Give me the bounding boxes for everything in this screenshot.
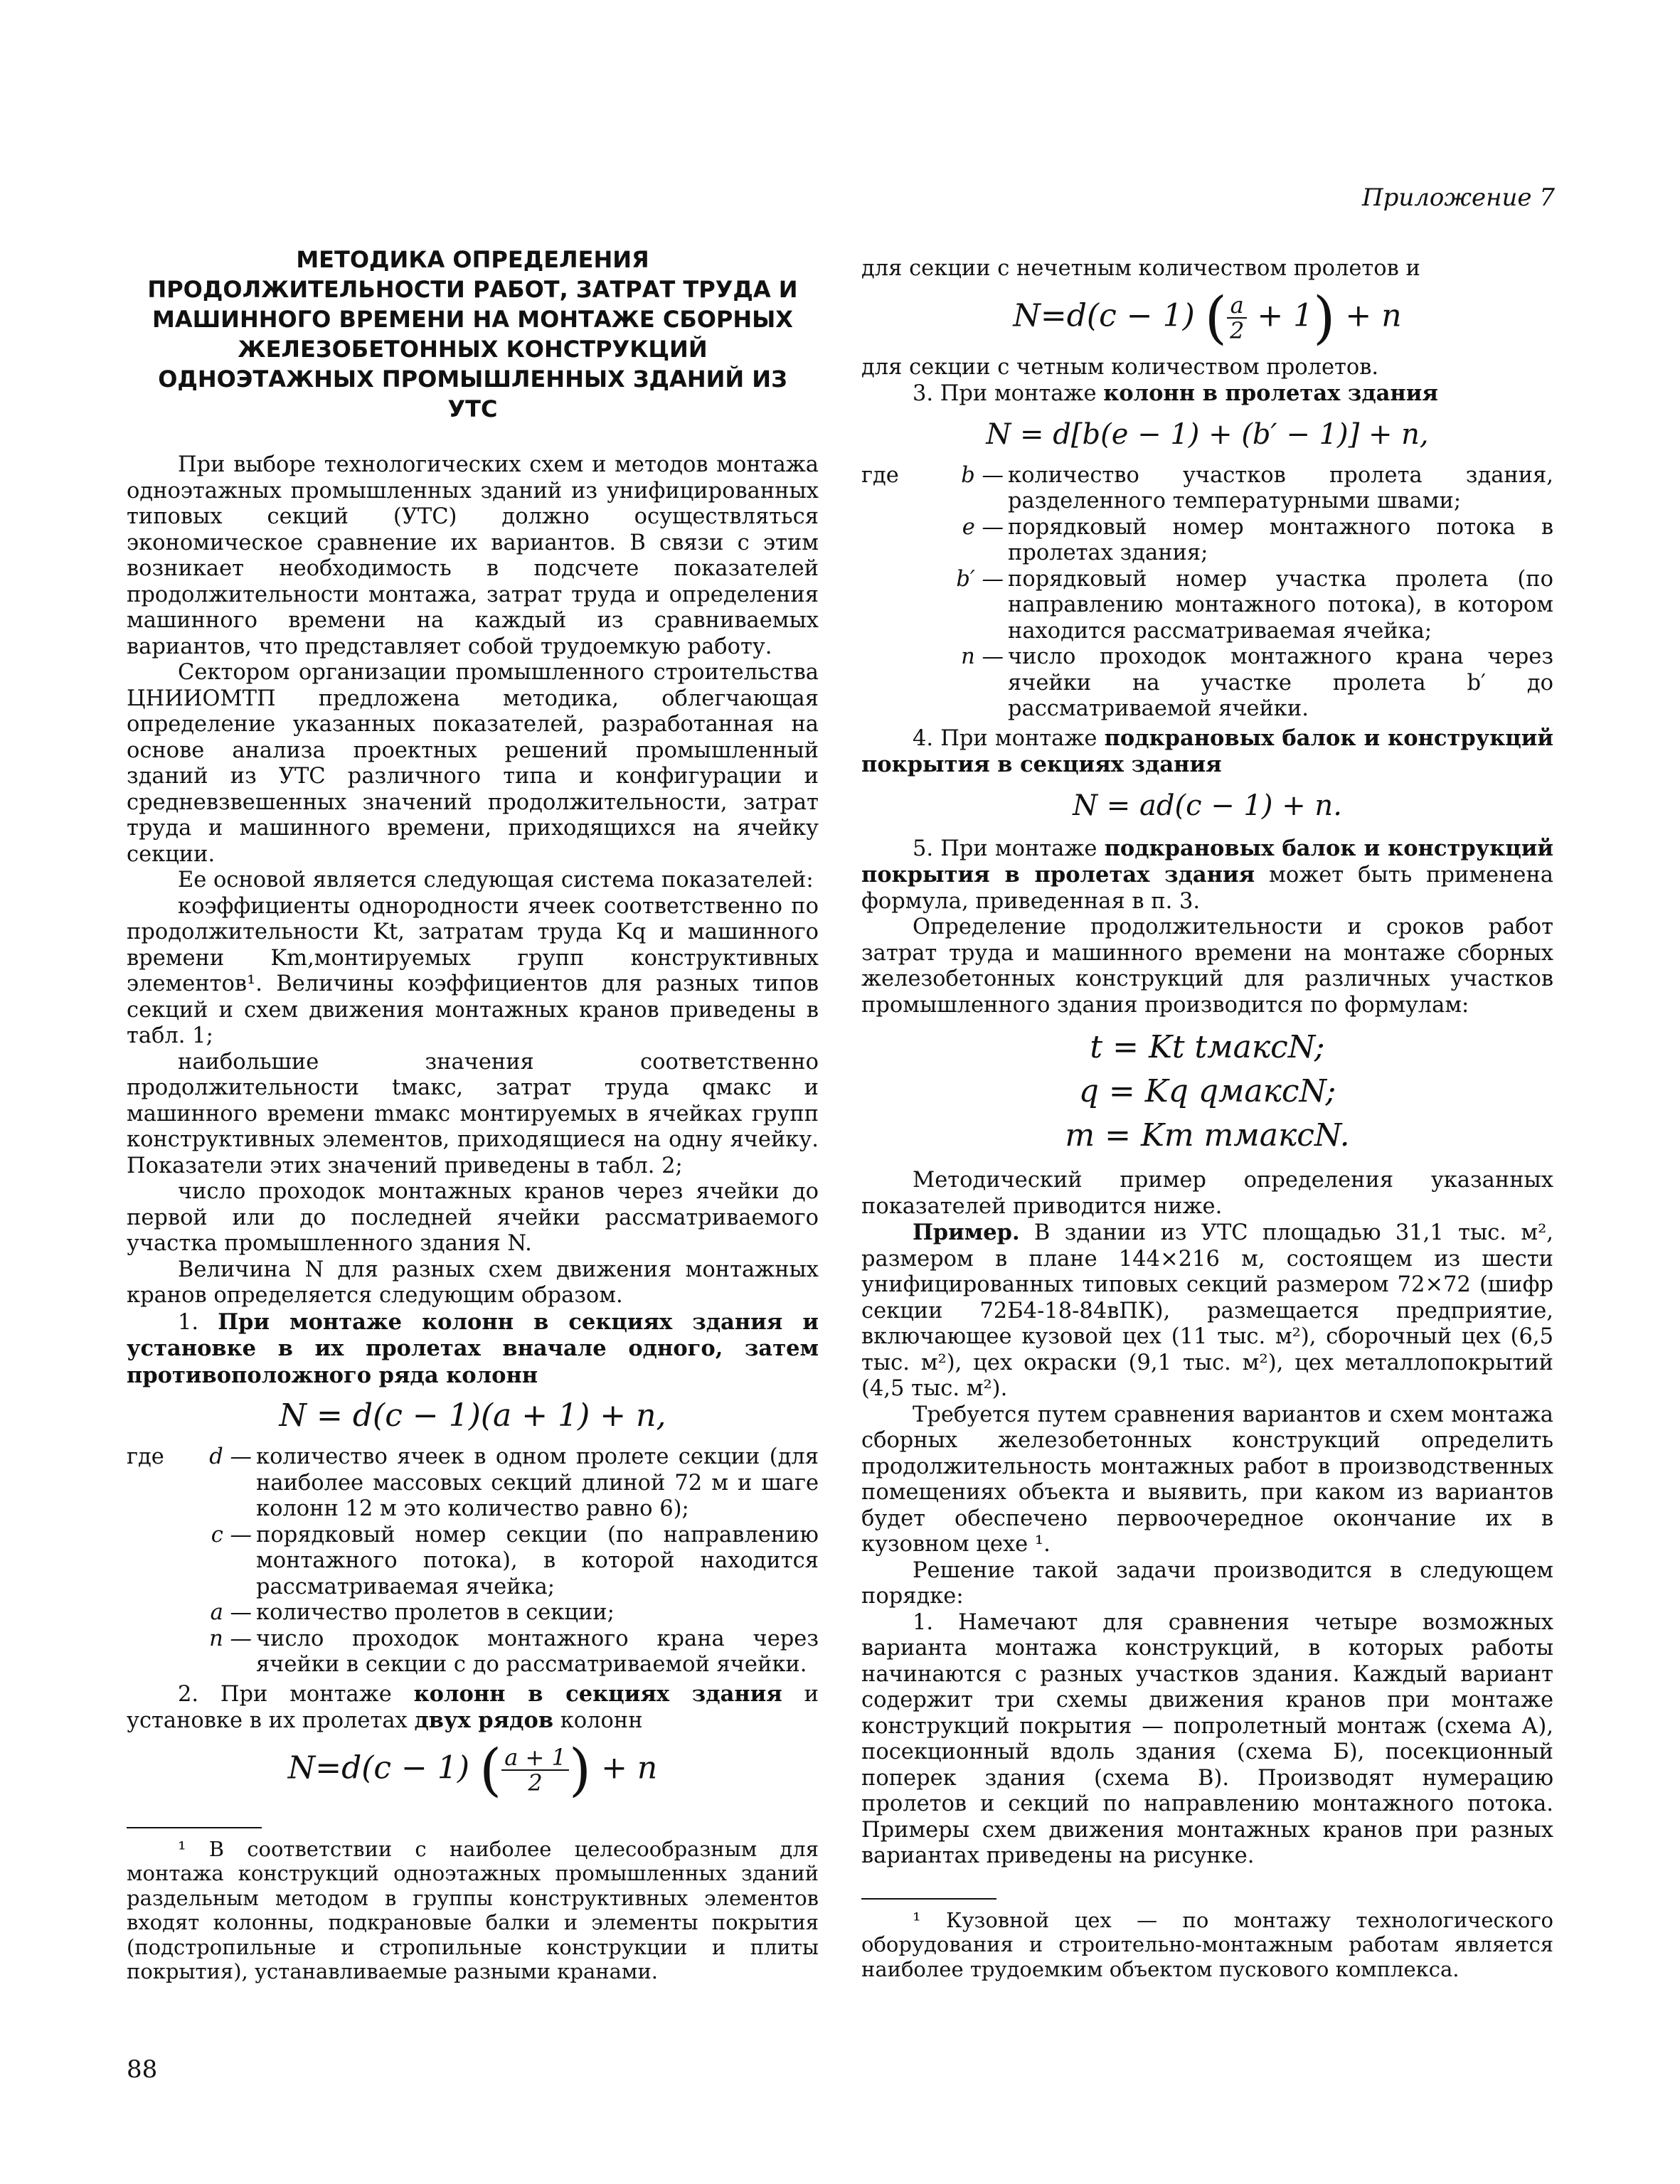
page-number: 88 <box>127 2055 158 2084</box>
paragraph <box>861 1220 1553 1402</box>
formula-group <box>861 1026 1553 1158</box>
paragraph: для секции с нечетным количеством пролетов и <box>861 256 1420 281</box>
paragraph: для секции с четным количеством пролетов. <box>861 354 1379 380</box>
document-title: МЕТОДИКА ОПРЕДЕЛЕНИЯ ПРОДОЛЖИТЕЛЬНОСТИ РАБОТ, ЗАТРАТ ТРУДА И МАШИННОГО ВРЕМЕНИ НА МОНТАЖЕ СБОРНЫХ ЖЕЛЕЗОБЕТОННЫХ КОНСТРУКЦИЙ ОДНОЭТАЖНЫХ ПРОМЫШЛЕННЫХ ЗДАНИЙ ИЗ УТС <box>147 246 798 422</box>
definition-row <box>861 515 1553 567</box>
paren-close: ) <box>1313 284 1336 351</box>
paragraph: коэффициенты однородности ячеек соответственно по продолжительности Kt, затратам труда Kq и машинного времени Km,монтируемых групп конструктивных элементов¹. Величины коэффициентов для разных типов секций и схем движения монтажных кранов приведены в табл. 1; <box>127 893 819 1048</box>
definition-row <box>127 1626 819 1678</box>
footnote-divider <box>127 1827 262 1828</box>
spacer <box>861 567 918 645</box>
denominator: 2 <box>1229 316 1245 344</box>
definitions-list <box>861 463 1553 723</box>
formula-1: N = d(c − 1)(a + 1) + n, <box>279 1397 666 1434</box>
formula-m: m = Km mмаксN. <box>1065 1117 1350 1154</box>
definitions-list <box>127 1444 819 1678</box>
bold-span: колонн в секциях здания <box>413 1680 782 1707</box>
definition-row <box>861 644 1553 723</box>
spacer <box>861 644 918 723</box>
right-column <box>861 256 1553 1981</box>
definition-symbol: n — <box>961 644 1004 669</box>
formula-part: + n <box>1345 297 1402 334</box>
text-span: 5. При монтаже <box>913 836 1105 861</box>
bold-span: При монтаже колонн в секциях здания и установке в их пролетах вначале одного, затем противоположного ряда колонн <box>127 1309 819 1388</box>
definition-text: количество пролетов в секции; <box>256 1600 615 1625</box>
definition-text: количество ячеек в одном пролете секции (для наиболее массовых секций длиной 72 м и шаге колонн 12 м это количество равно 6); <box>256 1444 819 1521</box>
where-label: где <box>861 462 899 488</box>
paragraph: Величина N для разных схем движения монтажных кранов определяется следующим образом. <box>127 1257 819 1308</box>
definition-symbol: c — <box>211 1522 252 1548</box>
text-span: 2. При монтаже <box>178 1681 414 1707</box>
paragraph <box>127 1681 819 1735</box>
paragraph: число проходок монтажных кранов через ячейки до первой или до последней ячейки рассматриваемого участка промышленного здания N. <box>127 1179 819 1256</box>
fraction <box>501 1745 569 1795</box>
paragraph <box>861 836 1553 915</box>
text-span: В здании из УТС площадью 31,1 тыс. м², размером в плане 144×216 м, состоящем из шести унифицированных типовых секций размером 72×72 (шифр секции 72Б4-18-84вПК), размещается предприятие, включающее кузовой цех (11 тыс. м²), сборочный цех (6,5 тыс. м²), цех окраски (9,1 тыс. м²), цех металлопокрытий (4,5 тыс. м²). <box>861 1220 1553 1401</box>
numerator: a <box>1227 293 1247 319</box>
text-span: может быть применена формула, приведенная в п. 3. <box>861 863 1553 914</box>
fraction <box>1227 293 1247 343</box>
text-span: 1. <box>178 1309 218 1335</box>
definition-row <box>127 1444 819 1523</box>
paragraph <box>127 1309 819 1390</box>
definition-symbol: n — <box>209 1626 252 1651</box>
formula-4: N = d[b(e − 1) + (b′ − 1)] + n, <box>986 417 1429 451</box>
spacer <box>127 1626 191 1678</box>
paragraph: Сектором организации промышленного строительства ЦНИИОМТП предложена методика, облегчающая определение указанных показателей, разработанная на основе анализа проектных решений промышленный зданий из УТС различного типа и конфигурации и средневзвешенных значений продолжительности, затрат труда и машинного времени, приходящихся на ячейку секции. <box>127 660 819 867</box>
paragraph: Определение продолжительности и сроков работ затрат труда и машинного времени на монтаже сборных железобетонных конструкций для различных участков промышленного здания производится по формулам: <box>861 915 1553 1018</box>
appendix-label: Приложение 7 <box>1361 183 1555 212</box>
where-label: где <box>127 1444 164 1469</box>
formula-part: N=d(c − 1) <box>287 1749 470 1786</box>
text-span: колонн <box>553 1708 643 1733</box>
denominator: 2 <box>528 1769 543 1796</box>
paragraph: наибольшие значения соответственно продолжительности tмакс, затрат труда qмакс и машинного времени mмакс монтируемых в ячейках групп конструктивных элементов, приходящиеся на одну ячейку. Показатели этих значений приведены в табл. 2; <box>127 1049 819 1178</box>
definition-symbol: b — <box>961 462 1004 488</box>
footnote-divider <box>861 1898 996 1900</box>
definition-text: число проходок монтажного крана через ячейки в секции c до рассматриваемой ячейки. <box>256 1626 819 1677</box>
definition-text: количество участков пролета здания, разделенного температурными швами; <box>1008 462 1553 513</box>
definition-symbol: e — <box>962 514 1004 540</box>
definition-symbol: d — <box>209 1444 252 1469</box>
formula-3 <box>861 284 1553 351</box>
paren-open: ( <box>479 1736 502 1803</box>
footnote: ¹ Кузовной цех — по монтажу технологического оборудования и строительно-монтажным работам является наиболее трудоемким объектом пускового комплекса. <box>861 1907 1553 1981</box>
formula-5: N = ad(c − 1) + n. <box>1073 789 1342 822</box>
formula-t: t = Kt tмаксN; <box>1090 1029 1325 1065</box>
spacer <box>127 1600 191 1626</box>
formula-part: + 1 <box>1257 297 1314 334</box>
paragraph: Методический пример определения указанных показателей приводится ниже. <box>861 1168 1553 1219</box>
paragraph: Требуется путем сравнения вариантов и схем монтажа сборных железобетонных конструкций определить продолжительность монтажных работ в производственных помещениях объекта и выявить, при каком из вариантов будет обеспечено первоочередное окончание их в кузовном цехе ¹. <box>861 1402 1553 1557</box>
paragraph: 1. Намечают для сравнения четыре возможных варианта монтажа конструкций, в которых работы начинаются с разных участков здания. Каждый вариант содержит три схемы движения кранов при монтаже конструкций покрытия — попролетный монтаж (схема А), посекционный вдоль здания (схема Б), посекционный поперек здания (схема В). Производят нумерацию пролетов и секций по направлению монтажного потока. Примеры схем движения монтажных кранов при разных вариантах приведены на рисунке. <box>861 1609 1553 1868</box>
formula-part: N=d(c − 1) <box>1013 297 1195 334</box>
paragraph: При выборе технологических схем и методов монтажа одноэтажных промышленных зданий из унифицированных типовых секций (УТС) должно осуществляться экономическое сравнение их вариантов. В связи с этим возникает необходимость в подсчете показателей продолжительности монтажа, затрат труда и определения машинного времени на каждый из сравниваемых вариантов, что представляет собой трудоемкую работу. <box>127 452 819 659</box>
definition-row <box>127 1600 819 1626</box>
paren-open: ( <box>1204 284 1227 351</box>
paragraph <box>861 725 1553 779</box>
spacer <box>861 515 918 567</box>
numerator: a + 1 <box>501 1745 569 1771</box>
bold-span: Пример. <box>913 1220 1020 1245</box>
definition-text: порядковый номер монтажного потока в пролетах здания; <box>1008 514 1553 565</box>
formula-q: q = Kq qмаксN; <box>1078 1073 1336 1109</box>
definition-symbol: b′ — <box>956 566 1004 592</box>
paragraph: Решение такой задачи производится в следующем порядке: <box>861 1557 1553 1609</box>
bold-span: колонн в пролетах здания <box>1103 380 1438 406</box>
definition-text: порядковый номер секции (по направлению монтажного потока), в которой находится рассматриваемая ячейка; <box>256 1522 819 1599</box>
paragraph: Ее основой является следующая система показателей: <box>178 868 814 893</box>
paren-close: ) <box>568 1736 592 1803</box>
definition-text: число проходок монтажного крана через ячейки на участке пролета b′ до рассматриваемой ячейки. <box>1008 644 1553 721</box>
bold-span: подкрановых балок и конструкций покрытия в секциях здания <box>861 725 1553 777</box>
formula-2 <box>127 1736 819 1803</box>
text-span: 3. При монтаже <box>913 381 1104 406</box>
bold-span: двух рядов <box>414 1708 554 1733</box>
definition-row <box>127 1523 819 1601</box>
left-column <box>127 245 819 1984</box>
text-span: 4. При монтаже <box>913 725 1105 751</box>
definition-row <box>861 567 1553 645</box>
paragraph <box>861 380 1553 407</box>
definition-text: порядковый номер участка пролета (по направлению монтажного потока), в котором находится рассматриваемая ячейка; <box>1008 566 1553 644</box>
footnote: ¹ В соответствии с наиболее целесообразным для монтажа конструкций одноэтажных промышленных зданий раздельным методом в группы конструктивных элементов входят колонны, подкрановые балки и элементы покрытия (подстропильные и стропильные конструкции и плиты покрытия), устанавливаемые разными кранами. <box>127 1836 819 1983</box>
text-span: и установке в их пролетах <box>127 1681 819 1733</box>
definition-symbol: a — <box>210 1600 252 1625</box>
formula-part: + n <box>601 1749 658 1786</box>
definition-row <box>861 463 1553 515</box>
bold-span: подкрановых балок и конструкций покрытия в пролетах здания <box>861 835 1553 888</box>
spacer <box>127 1523 191 1601</box>
